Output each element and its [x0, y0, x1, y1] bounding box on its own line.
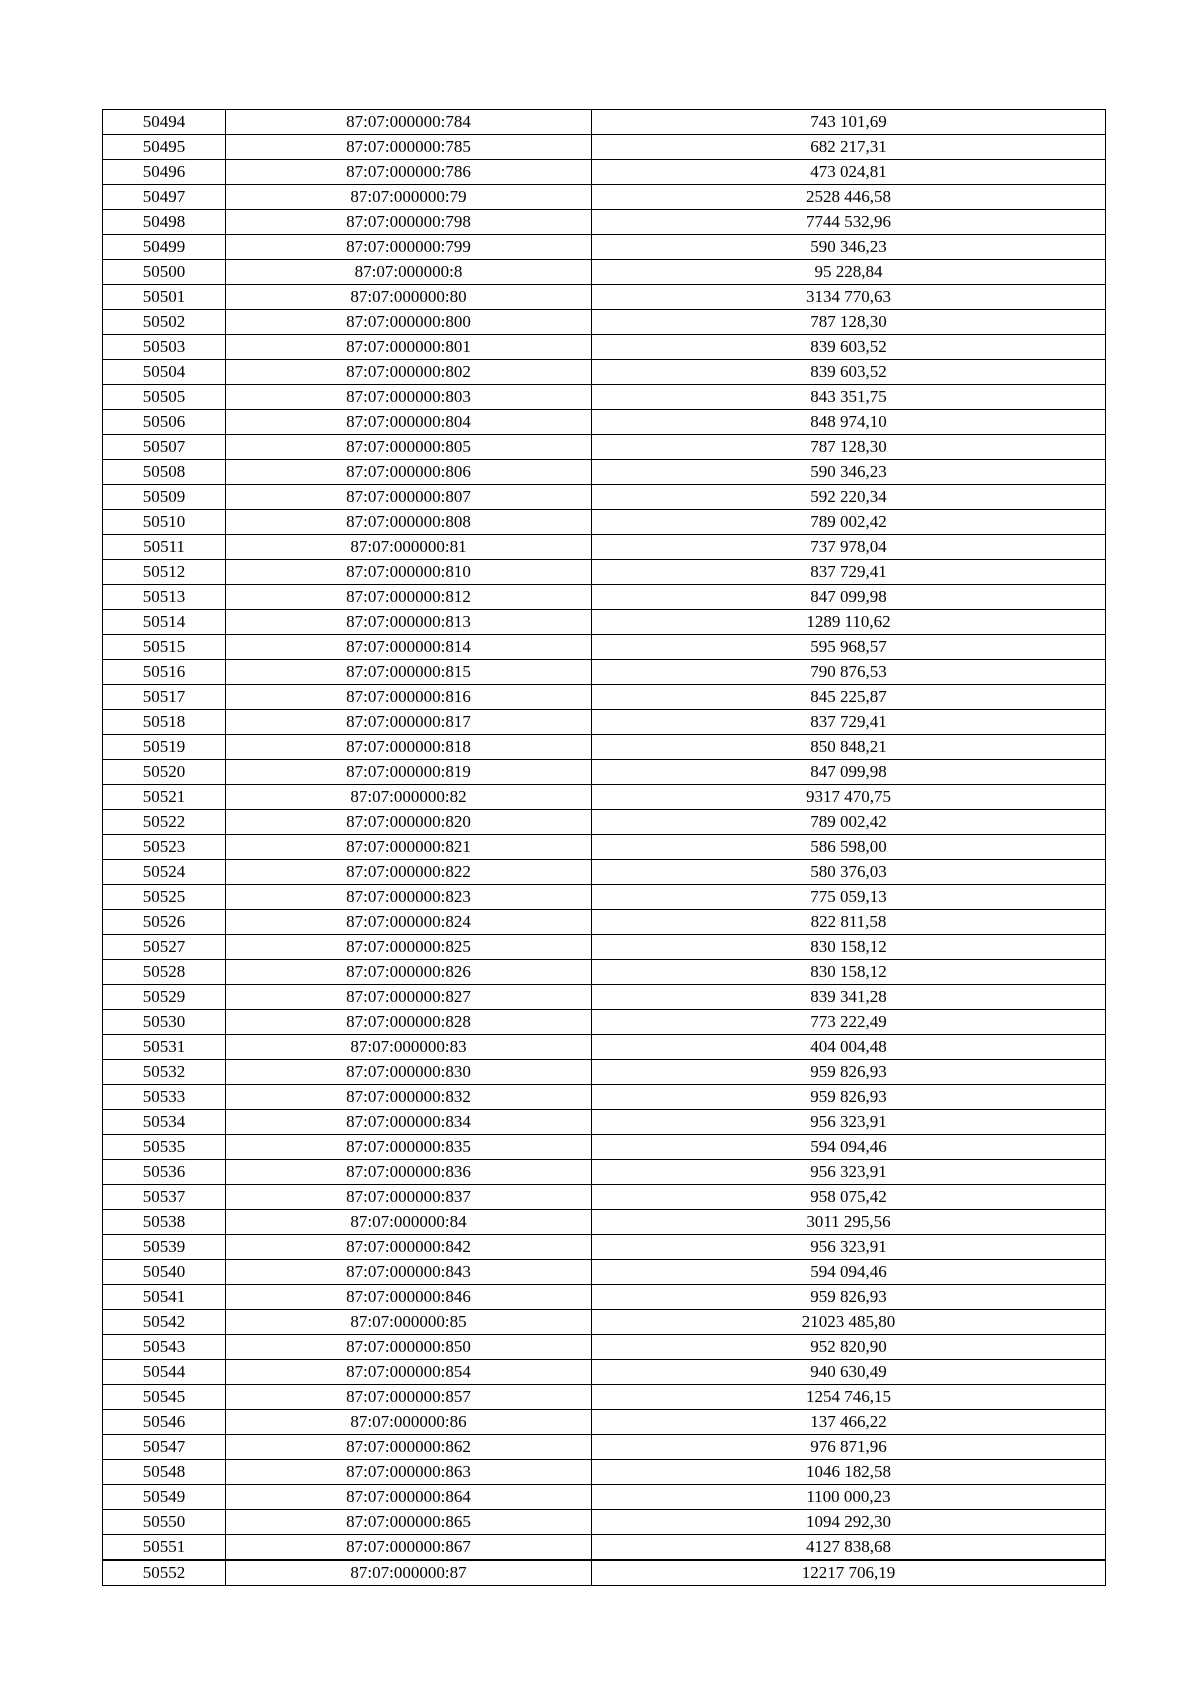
- cadastral-number-cell: 87:07:000000:84: [226, 1210, 592, 1235]
- cadastral-value-cell: 847 099,98: [592, 760, 1106, 785]
- cadastral-number-cell: 87:07:000000:864: [226, 1485, 592, 1510]
- cadastral-value-cell: 848 974,10: [592, 410, 1106, 435]
- cadastral-value-cell: 3134 770,63: [592, 285, 1106, 310]
- cadastral-value-cell: 592 220,34: [592, 485, 1106, 510]
- row-number-cell: 50538: [103, 1210, 226, 1235]
- cadastral-value-cell: 839 341,28: [592, 985, 1106, 1010]
- table-row: [103, 985, 1106, 1010]
- cadastral-number-cell: 87:07:000000:82: [226, 785, 592, 810]
- table-row: [103, 560, 1106, 585]
- cadastral-number-cell: 87:07:000000:786: [226, 160, 592, 185]
- row-number-cell: 50500: [103, 260, 226, 285]
- cadastral-number-cell: 87:07:000000:837: [226, 1185, 592, 1210]
- row-number-cell: 50511: [103, 535, 226, 560]
- table-row: [103, 485, 1106, 510]
- cadastral-value-cell: 837 729,41: [592, 560, 1106, 585]
- cadastral-value-cell: 21023 485,80: [592, 1310, 1106, 1335]
- cadastral-number-cell: 87:07:000000:822: [226, 860, 592, 885]
- cadastral-value-cell: 95 228,84: [592, 260, 1106, 285]
- row-number-cell: 50507: [103, 435, 226, 460]
- cadastral-value-cell: 952 820,90: [592, 1335, 1106, 1360]
- cadastral-value-cell: 839 603,52: [592, 360, 1106, 385]
- row-number-cell: 50544: [103, 1360, 226, 1385]
- row-number-cell: 50508: [103, 460, 226, 485]
- cadastral-number-cell: 87:07:000000:857: [226, 1385, 592, 1410]
- table-row: [103, 585, 1106, 610]
- cadastral-value-cell: 822 811,58: [592, 910, 1106, 935]
- row-number-cell: 50550: [103, 1510, 226, 1535]
- cadastral-value-cell: 682 217,31: [592, 135, 1106, 160]
- cadastral-number-cell: 87:07:000000:814: [226, 635, 592, 660]
- cadastral-number-cell: 87:07:000000:843: [226, 1260, 592, 1285]
- table-row: [103, 935, 1106, 960]
- table-row: [103, 260, 1106, 285]
- table-row: [103, 285, 1106, 310]
- cadastral-value-cell: 959 826,93: [592, 1085, 1106, 1110]
- cadastral-value-cell: 1100 000,23: [592, 1485, 1106, 1510]
- row-number-cell: 50541: [103, 1285, 226, 1310]
- table-row: [103, 1135, 1106, 1160]
- table-row: [103, 760, 1106, 785]
- cadastral-value-cell: 404 004,48: [592, 1035, 1106, 1060]
- row-number-cell: 50549: [103, 1485, 226, 1510]
- row-number-cell: 50505: [103, 385, 226, 410]
- cadastral-value-cell: 1094 292,30: [592, 1510, 1106, 1535]
- row-number-cell: 50498: [103, 210, 226, 235]
- cadastral-number-cell: 87:07:000000:85: [226, 1310, 592, 1335]
- table-row: [103, 1010, 1106, 1035]
- table-row: [103, 1510, 1106, 1535]
- row-number-cell: 50527: [103, 935, 226, 960]
- cadastral-value-cell: 850 848,21: [592, 735, 1106, 760]
- cadastral-value-cell: 976 871,96: [592, 1435, 1106, 1460]
- table-row: [103, 460, 1106, 485]
- cadastral-number-cell: 87:07:000000:808: [226, 510, 592, 535]
- cadastral-number-cell: 87:07:000000:827: [226, 985, 592, 1010]
- cadastral-value-cell: 789 002,42: [592, 510, 1106, 535]
- cadastral-value-cell: 956 323,91: [592, 1160, 1106, 1185]
- cadastral-value-cell: 2528 446,58: [592, 185, 1106, 210]
- cadastral-value-cell: 843 351,75: [592, 385, 1106, 410]
- cadastral-value-table: [102, 109, 1106, 1586]
- cadastral-value-cell: 959 826,93: [592, 1285, 1106, 1310]
- row-number-cell: 50548: [103, 1460, 226, 1485]
- table-row: [103, 410, 1106, 435]
- cadastral-value-cell: 473 024,81: [592, 160, 1106, 185]
- cadastral-value-cell: 830 158,12: [592, 960, 1106, 985]
- row-number-cell: 50535: [103, 1135, 226, 1160]
- row-number-cell: 50528: [103, 960, 226, 985]
- cadastral-value-cell: 580 376,03: [592, 860, 1106, 885]
- table-row: [103, 1260, 1106, 1285]
- row-number-cell: 50496: [103, 160, 226, 185]
- cadastral-number-cell: 87:07:000000:824: [226, 910, 592, 935]
- cadastral-number-cell: 87:07:000000:842: [226, 1235, 592, 1260]
- table-row: [103, 1285, 1106, 1310]
- cadastral-number-cell: 87:07:000000:804: [226, 410, 592, 435]
- row-number-cell: 50495: [103, 135, 226, 160]
- cadastral-value-cell: 137 466,22: [592, 1410, 1106, 1435]
- cadastral-number-cell: 87:07:000000:828: [226, 1010, 592, 1035]
- cadastral-value-cell: 787 128,30: [592, 310, 1106, 335]
- table-row: [103, 110, 1106, 135]
- table-row: [103, 1360, 1106, 1385]
- table-row: [103, 1210, 1106, 1235]
- cadastral-number-cell: 87:07:000000:812: [226, 585, 592, 610]
- cadastral-number-cell: 87:07:000000:825: [226, 935, 592, 960]
- cadastral-value-cell: 7744 532,96: [592, 210, 1106, 235]
- cadastral-value-cell: 845 225,87: [592, 685, 1106, 710]
- cadastral-value-cell: 1289 110,62: [592, 610, 1106, 635]
- table-row: [103, 310, 1106, 335]
- row-number-cell: 50520: [103, 760, 226, 785]
- table-row: [103, 1560, 1106, 1586]
- table-row: [103, 835, 1106, 860]
- row-number-cell: 50503: [103, 335, 226, 360]
- table-row: [103, 860, 1106, 885]
- row-number-cell: 50552: [103, 1560, 226, 1586]
- table-row: [103, 435, 1106, 460]
- row-number-cell: 50545: [103, 1385, 226, 1410]
- cadastral-number-cell: 87:07:000000:83: [226, 1035, 592, 1060]
- table-row: [103, 1535, 1106, 1561]
- cadastral-number-cell: 87:07:000000:826: [226, 960, 592, 985]
- cadastral-number-cell: 87:07:000000:830: [226, 1060, 592, 1085]
- table-row: [103, 135, 1106, 160]
- row-number-cell: 50510: [103, 510, 226, 535]
- cadastral-value-cell: 594 094,46: [592, 1135, 1106, 1160]
- cadastral-number-cell: 87:07:000000:806: [226, 460, 592, 485]
- table-row: [103, 610, 1106, 635]
- cadastral-number-cell: 87:07:000000:863: [226, 1460, 592, 1485]
- table-row: [103, 1335, 1106, 1360]
- cadastral-number-cell: 87:07:000000:80: [226, 285, 592, 310]
- row-number-cell: 50502: [103, 310, 226, 335]
- table-row: [103, 1385, 1106, 1410]
- cadastral-number-cell: 87:07:000000:823: [226, 885, 592, 910]
- cadastral-value-cell: 773 222,49: [592, 1010, 1106, 1035]
- cadastral-number-cell: 87:07:000000:79: [226, 185, 592, 210]
- cadastral-value-cell: 789 002,42: [592, 810, 1106, 835]
- table-row: [103, 1460, 1106, 1485]
- table-row: [103, 1060, 1106, 1085]
- cadastral-number-cell: 87:07:000000:865: [226, 1510, 592, 1535]
- cadastral-number-cell: 87:07:000000:836: [226, 1160, 592, 1185]
- table-row: [103, 910, 1106, 935]
- table-row: [103, 735, 1106, 760]
- table-row: [103, 685, 1106, 710]
- cadastral-value-cell: 958 075,42: [592, 1185, 1106, 1210]
- cadastral-number-cell: 87:07:000000:816: [226, 685, 592, 710]
- cadastral-number-cell: 87:07:000000:800: [226, 310, 592, 335]
- cadastral-value-cell: 595 968,57: [592, 635, 1106, 660]
- cadastral-number-cell: 87:07:000000:802: [226, 360, 592, 385]
- row-number-cell: 50531: [103, 1035, 226, 1060]
- cadastral-value-cell: 830 158,12: [592, 935, 1106, 960]
- row-number-cell: 50529: [103, 985, 226, 1010]
- table-row: [103, 360, 1106, 385]
- cadastral-value-cell: 959 826,93: [592, 1060, 1106, 1085]
- row-number-cell: 50501: [103, 285, 226, 310]
- table-row: [103, 785, 1106, 810]
- row-number-cell: 50513: [103, 585, 226, 610]
- cadastral-number-cell: 87:07:000000:821: [226, 835, 592, 860]
- table-row: [103, 1410, 1106, 1435]
- cadastral-value-cell: 586 598,00: [592, 835, 1106, 860]
- row-number-cell: 50525: [103, 885, 226, 910]
- cadastral-number-cell: 87:07:000000:803: [226, 385, 592, 410]
- row-number-cell: 50540: [103, 1260, 226, 1285]
- cadastral-value-cell: 3011 295,56: [592, 1210, 1106, 1235]
- row-number-cell: 50512: [103, 560, 226, 585]
- table-row: [103, 1085, 1106, 1110]
- table-row: [103, 1035, 1106, 1060]
- cadastral-number-cell: 87:07:000000:835: [226, 1135, 592, 1160]
- table-row: [103, 710, 1106, 735]
- row-number-cell: 50547: [103, 1435, 226, 1460]
- cadastral-number-cell: 87:07:000000:86: [226, 1410, 592, 1435]
- cadastral-number-cell: 87:07:000000:818: [226, 735, 592, 760]
- cadastral-value-cell: 837 729,41: [592, 710, 1106, 735]
- row-number-cell: 50523: [103, 835, 226, 860]
- table-body: [103, 110, 1106, 1586]
- row-number-cell: 50534: [103, 1110, 226, 1135]
- row-number-cell: 50522: [103, 810, 226, 835]
- table-row: [103, 1485, 1106, 1510]
- table-row: [103, 235, 1106, 260]
- row-number-cell: 50515: [103, 635, 226, 660]
- row-number-cell: 50526: [103, 910, 226, 935]
- row-number-cell: 50537: [103, 1185, 226, 1210]
- cadastral-number-cell: 87:07:000000:807: [226, 485, 592, 510]
- cadastral-value-cell: 590 346,23: [592, 460, 1106, 485]
- table-row: [103, 385, 1106, 410]
- row-number-cell: 50524: [103, 860, 226, 885]
- table-row: [103, 1110, 1106, 1135]
- cadastral-number-cell: 87:07:000000:799: [226, 235, 592, 260]
- cadastral-number-cell: 87:07:000000:854: [226, 1360, 592, 1385]
- cadastral-value-cell: 847 099,98: [592, 585, 1106, 610]
- cadastral-number-cell: 87:07:000000:87: [226, 1560, 592, 1586]
- table-row: [103, 1185, 1106, 1210]
- cadastral-number-cell: 87:07:000000:819: [226, 760, 592, 785]
- row-number-cell: 50509: [103, 485, 226, 510]
- table-row: [103, 1160, 1106, 1185]
- row-number-cell: 50497: [103, 185, 226, 210]
- row-number-cell: 50521: [103, 785, 226, 810]
- cadastral-value-cell: 790 876,53: [592, 660, 1106, 685]
- cadastral-number-cell: 87:07:000000:784: [226, 110, 592, 135]
- cadastral-number-cell: 87:07:000000:813: [226, 610, 592, 635]
- table-row: [103, 1435, 1106, 1460]
- cadastral-value-cell: 940 630,49: [592, 1360, 1106, 1385]
- row-number-cell: 50543: [103, 1335, 226, 1360]
- cadastral-value-cell: 12217 706,19: [592, 1560, 1106, 1586]
- row-number-cell: 50517: [103, 685, 226, 710]
- row-number-cell: 50514: [103, 610, 226, 635]
- table-row: [103, 210, 1106, 235]
- cadastral-value-cell: 775 059,13: [592, 885, 1106, 910]
- table-row: [103, 635, 1106, 660]
- table-row: [103, 510, 1106, 535]
- cadastral-number-cell: 87:07:000000:832: [226, 1085, 592, 1110]
- row-number-cell: 50536: [103, 1160, 226, 1185]
- cadastral-value-cell: 1254 746,15: [592, 1385, 1106, 1410]
- cadastral-number-cell: 87:07:000000:867: [226, 1535, 592, 1561]
- table-row: [103, 1235, 1106, 1260]
- cadastral-number-cell: 87:07:000000:815: [226, 660, 592, 685]
- cadastral-value-cell: 1046 182,58: [592, 1460, 1106, 1485]
- row-number-cell: 50494: [103, 110, 226, 135]
- row-number-cell: 50518: [103, 710, 226, 735]
- cadastral-number-cell: 87:07:000000:798: [226, 210, 592, 235]
- cadastral-value-cell: 9317 470,75: [592, 785, 1106, 810]
- table-row: [103, 160, 1106, 185]
- row-number-cell: 50516: [103, 660, 226, 685]
- row-number-cell: 50530: [103, 1010, 226, 1035]
- row-number-cell: 50506: [103, 410, 226, 435]
- row-number-cell: 50533: [103, 1085, 226, 1110]
- cadastral-number-cell: 87:07:000000:81: [226, 535, 592, 560]
- cadastral-number-cell: 87:07:000000:850: [226, 1335, 592, 1360]
- row-number-cell: 50551: [103, 1535, 226, 1561]
- cadastral-number-cell: 87:07:000000:862: [226, 1435, 592, 1460]
- table-row: [103, 1310, 1106, 1335]
- row-number-cell: 50546: [103, 1410, 226, 1435]
- cadastral-number-cell: 87:07:000000:785: [226, 135, 592, 160]
- row-number-cell: 50519: [103, 735, 226, 760]
- cadastral-value-cell: 4127 838,68: [592, 1535, 1106, 1561]
- row-number-cell: 50532: [103, 1060, 226, 1085]
- cadastral-number-cell: 87:07:000000:817: [226, 710, 592, 735]
- table-row: [103, 660, 1106, 685]
- cadastral-value-cell: 956 323,91: [592, 1235, 1106, 1260]
- cadastral-number-cell: 87:07:000000:834: [226, 1110, 592, 1135]
- row-number-cell: 50504: [103, 360, 226, 385]
- cadastral-value-cell: 787 128,30: [592, 435, 1106, 460]
- cadastral-number-cell: 87:07:000000:8: [226, 260, 592, 285]
- cadastral-value-cell: 956 323,91: [592, 1110, 1106, 1135]
- cadastral-number-cell: 87:07:000000:820: [226, 810, 592, 835]
- table-row: [103, 885, 1106, 910]
- cadastral-value-cell: 737 978,04: [592, 535, 1106, 560]
- table-row: [103, 960, 1106, 985]
- table-row: [103, 810, 1106, 835]
- cadastral-number-cell: 87:07:000000:810: [226, 560, 592, 585]
- cadastral-value-cell: 743 101,69: [592, 110, 1106, 135]
- cadastral-number-cell: 87:07:000000:846: [226, 1285, 592, 1310]
- cadastral-number-cell: 87:07:000000:801: [226, 335, 592, 360]
- row-number-cell: 50499: [103, 235, 226, 260]
- cadastral-value-cell: 590 346,23: [592, 235, 1106, 260]
- row-number-cell: 50542: [103, 1310, 226, 1335]
- cadastral-value-cell: 594 094,46: [592, 1260, 1106, 1285]
- cadastral-value-cell: 839 603,52: [592, 335, 1106, 360]
- cadastral-number-cell: 87:07:000000:805: [226, 435, 592, 460]
- table-row: [103, 185, 1106, 210]
- row-number-cell: 50539: [103, 1235, 226, 1260]
- table-row: [103, 535, 1106, 560]
- table-row: [103, 335, 1106, 360]
